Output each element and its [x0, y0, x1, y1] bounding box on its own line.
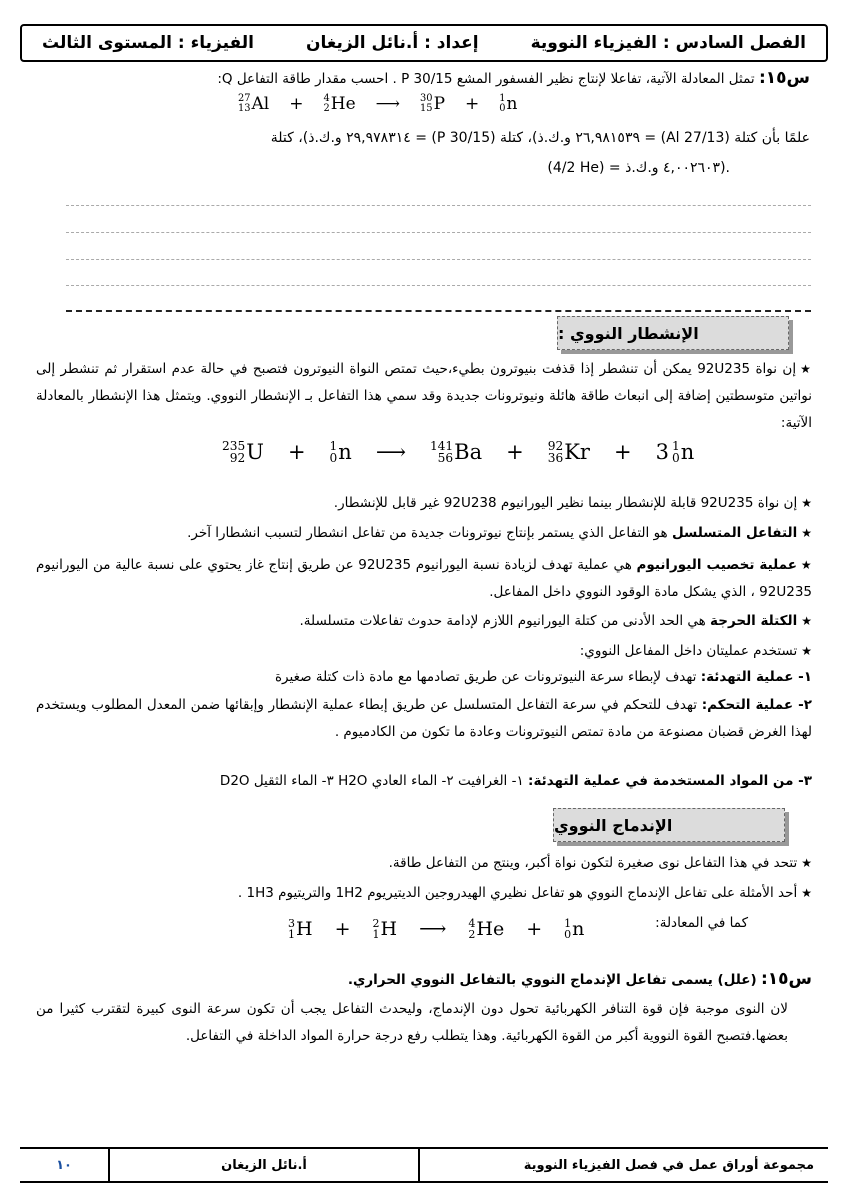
paragraph-text: هي عملية تهدف لزيادة نسبة اليورانيوم 92U235 عن طريق إنتاج غاز يحتوي على نسبة عالية من اليورانيوم 92U235 ، الذي يشكل مادة الوقود النووي داخل المفاعل. — [36, 557, 812, 600]
control-process — [36, 692, 812, 746]
mass-number: 1 — [329, 439, 338, 453]
answer-line — [66, 232, 811, 233]
question-text: (علل) يسمى تفاعل الإندماج النووي بالتفاعل النووي الحراري. — [347, 972, 757, 988]
page-header — [20, 24, 828, 62]
atomic-number: 15 — [420, 103, 433, 114]
reactor-processes-intro — [36, 638, 812, 665]
nuclide — [222, 440, 264, 464]
mass-number: 2 — [372, 917, 380, 930]
page-footer — [20, 1147, 828, 1183]
page-number: ١٠ — [56, 1157, 72, 1173]
question-15b — [36, 966, 812, 994]
equation-fission — [222, 440, 694, 464]
chain-reaction-definition — [36, 520, 812, 547]
fusion-paragraph-2 — [36, 880, 812, 907]
section-divider — [66, 310, 811, 312]
term-label: الكتلة الحرجة — [710, 613, 798, 629]
author-credit: إعداد : أ.نائل الزيغان — [305, 33, 479, 53]
term-label: ١- عملية التهدئة: — [700, 669, 812, 685]
element-symbol: He — [476, 918, 505, 941]
paragraph-text: هي الحد الأدنى من كتلة اليورانيوم اللازم لإدامة حدوث تفاعلات متسلسلة. — [299, 613, 706, 629]
paragraph-text: تتحد في هذا التفاعل نوى صغيرة لتكون نواة أكبر، وينتج من التفاعل طاقة. — [388, 855, 798, 871]
paragraph-text: أحد الأمثلة على تفاعل الإندماج النووي هو تفاعل نظيري الهيدروجين الديتيريوم 1H2 والتريتيوم 1H3 . — [237, 885, 798, 901]
element-symbol: H — [380, 918, 398, 941]
fission-paragraph-2 — [36, 490, 812, 517]
section-title-text: الإندماج النووي — [554, 815, 673, 835]
plus-sign: + — [526, 918, 543, 941]
paragraph-text: هو التفاعل الذي يستمر بإنتاج نيوترونات جديدة من تفاعل انشطار لتسبب انشطارا آخر. — [187, 525, 668, 541]
atomic-number: 0 — [499, 103, 506, 114]
question-15a — [40, 68, 810, 88]
question-label: س١٥: — [760, 969, 812, 989]
paragraph-text: تستخدم عمليتان داخل المفاعل النووي: — [579, 643, 798, 659]
given-masses-line-1: علمًا بأن كتلة (27/13 Al) = ٢٦,٩٨١٥٣٩ و.ك.ذ)، كتلة (30/15 P) = ٢٩,٩٧٨٣١٤ و.ك.ذ)، كتلة — [270, 130, 810, 146]
nuclide — [324, 94, 356, 114]
question-15b-answer: لان النوى موجبة فإن قوة التنافر الكهربائية تحول دون الإندماج، وليحدث التفاعل يجب أن تكون سرعة النوى كبيرة لتقترب كثيرا من بعضها.فتصبح القوة النووية أكبر من القوة الكهربائية. وهذا يتطلب رفع درجة حرارة المواد الداخلة في التفاعل. — [36, 1001, 788, 1044]
nuclide — [564, 918, 584, 940]
element-symbol: Kr — [564, 440, 590, 465]
nuclide — [548, 440, 590, 464]
element-symbol: He — [330, 94, 356, 114]
section-title-fission — [557, 316, 789, 350]
nuclide — [238, 94, 269, 114]
answer-line — [66, 285, 811, 286]
paragraph-text: إن نواة 92U235 يمكن أن تنشطر إذا قذفت بنيوترون بطيء،حيث تمتص النواة النيوترون فتصبح في حالة عدم استقرار ثم تنشطر إلى نواتين متوسطتين إضافة إلى انبعاث طاقة هائلة ونيوترونات جديدة وقد سمي هذا التفاعل بـ الإنشطار النووي. ويتمثل هذا الإنشطار بالمعادلة الآتية: — [36, 361, 812, 431]
term-label: عملية تخصيب اليورانيوم — [636, 557, 797, 573]
footer-divider — [418, 1149, 420, 1181]
mass-number: 3 — [288, 917, 296, 930]
atomic-number: 36 — [547, 451, 564, 466]
mass-number: 4 — [323, 93, 330, 105]
nuclide — [330, 440, 352, 464]
moderator-materials — [36, 768, 812, 795]
nuclide — [288, 918, 313, 940]
atomic-number: 92 — [229, 451, 246, 466]
nuclide — [430, 440, 482, 464]
atomic-number: 0 — [329, 451, 338, 466]
plus-sign: + — [334, 918, 351, 941]
paragraph-text: إن نواة 92U235 قابلة للإنشطار بينما نظير اليورانيوم 92U238 غير قابل للإنشطار. — [333, 495, 798, 511]
mass-number: 4 — [468, 917, 476, 930]
mass-number: 1 — [499, 93, 506, 105]
mass-number: 30 — [420, 93, 433, 105]
star-bullet-icon: ★ — [801, 886, 812, 900]
atomic-number: 2 — [323, 103, 330, 114]
element-symbol: n — [506, 94, 518, 114]
plus-sign: + — [287, 440, 306, 465]
reaction-arrow-icon: ⟶ — [419, 918, 447, 941]
atomic-number: 13 — [238, 103, 251, 114]
term-label: ٢- عملية التحكم: — [701, 697, 812, 713]
nuclide — [420, 94, 445, 114]
mass-number: 27 — [238, 93, 251, 105]
nuclide — [499, 94, 517, 114]
equation-fusion — [288, 918, 584, 940]
chapter-title: الفصل السادس : الفيزياء النووية — [530, 33, 806, 53]
element-symbol: Al — [251, 94, 270, 114]
nuclide — [468, 918, 504, 940]
moderation-process — [36, 664, 812, 691]
atomic-number: 1 — [372, 928, 380, 942]
plus-sign: + — [613, 440, 632, 465]
paragraph-text: ١- الغرافيت ٢- الماء العادي H2O ٣- الماء الثقيل D2O — [219, 773, 524, 789]
atomic-number: 2 — [468, 928, 476, 942]
mass-number: 1 — [564, 917, 572, 930]
paragraph-text: تهدف لإبطاء سرعة النيوترونات عن طريق تصادمها مع مادة ذات كتلة صغيرة — [274, 669, 697, 685]
plus-sign: + — [465, 94, 480, 114]
mass-number: 141 — [429, 439, 454, 453]
star-bullet-icon: ★ — [800, 362, 812, 376]
mass-number: 235 — [222, 439, 246, 453]
footer-author: أ.نائل الزيغان — [221, 1157, 307, 1173]
critical-mass-definition — [36, 608, 812, 635]
level-title: الفيزياء : المستوى الثالث — [42, 33, 254, 53]
atomic-number: 1 — [288, 928, 296, 942]
footer-divider — [108, 1149, 110, 1181]
plus-sign: + — [289, 94, 304, 114]
atomic-number: 56 — [437, 451, 454, 466]
question-text: تمثل المعادلة الآتية، تفاعلا لإنتاج نظير الفسفور المشع P 30/15 . احسب مقدار طاقة التفاعل Q: — [217, 71, 755, 87]
element-symbol: P — [433, 94, 446, 114]
star-bullet-icon: ★ — [801, 856, 812, 870]
star-bullet-icon: ★ — [801, 496, 812, 510]
element-symbol: n — [572, 918, 585, 941]
element-symbol: n — [680, 440, 695, 465]
star-bullet-icon: ★ — [801, 644, 812, 658]
reaction-arrow-icon: ⟶ — [375, 94, 401, 114]
enrichment-definition — [36, 552, 812, 606]
mass-number: 1 — [671, 439, 680, 453]
fission-paragraph-1 — [36, 356, 812, 437]
plus-sign: + — [506, 440, 524, 465]
element-symbol: n — [338, 440, 352, 465]
atomic-number: 0 — [564, 928, 572, 942]
footer-series-title: مجموعة أوراق عمل في فصل الفيزياء النووية — [523, 1157, 814, 1173]
mass-number: 92 — [547, 439, 564, 453]
element-symbol: H — [296, 918, 313, 941]
term-label: ٣- من المواد المستخدمة في عملية التهدئة: — [528, 773, 812, 789]
nuclide — [373, 918, 398, 940]
given-masses-line-2: (4/2 He) = ٤,٠٠٢٦٠٣ و.ك.ذ). — [547, 160, 730, 176]
element-symbol: Ba — [454, 440, 483, 465]
paragraph-text: كما في المعادلة: — [655, 915, 748, 931]
term-label: التفاعل المتسلسل — [671, 525, 798, 541]
coefficient: 3 — [655, 440, 669, 465]
reaction-arrow-icon: ⟶ — [375, 440, 406, 465]
section-title-fusion — [553, 808, 785, 842]
star-bullet-icon: ★ — [801, 526, 812, 540]
star-bullet-icon: ★ — [800, 558, 813, 572]
answer-line — [66, 205, 811, 206]
answer-line — [66, 259, 811, 260]
element-symbol: U — [246, 440, 264, 465]
atomic-number: 0 — [671, 451, 680, 466]
question-label: س١٥: — [758, 68, 810, 88]
equation-phosphorus — [238, 94, 517, 114]
fusion-paragraph-1 — [36, 850, 812, 877]
paragraph-text: تهدف للتحكم في سرعة التفاعل المتسلسل عن طريق إبطاء عملية الإنشطار وإبقائها ضمن المعدل المطلوب ويستخدم لهذا الغرض قضبان مصنوعة من مادة تمتص النيوترونات وعادة ما تكون من الكادميوم . — [36, 697, 812, 740]
nuclide — [656, 440, 695, 464]
section-title-text: الإنشطار النووي : — [558, 323, 699, 343]
star-bullet-icon: ★ — [801, 614, 812, 628]
